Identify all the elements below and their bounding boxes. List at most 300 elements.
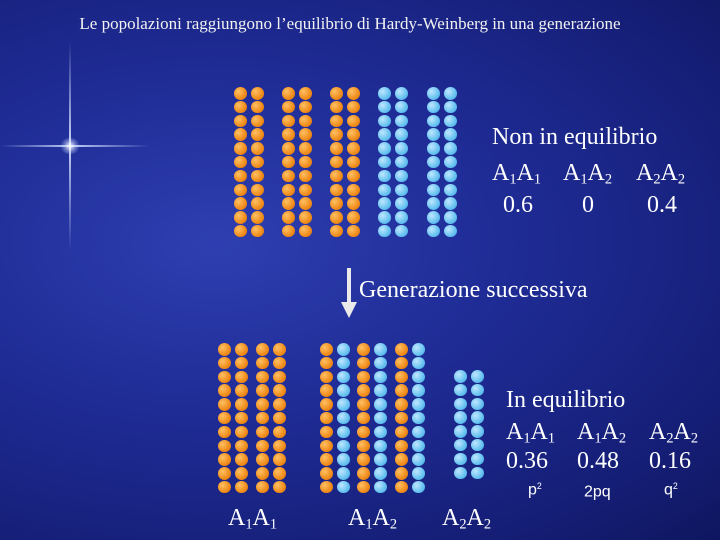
allele-dot (347, 156, 360, 169)
individual (427, 115, 457, 129)
genotype-column (256, 343, 286, 495)
individual (378, 142, 408, 156)
allele-dot (235, 343, 248, 356)
allele-dot (320, 357, 333, 370)
individual (330, 115, 360, 129)
allele-dot (299, 211, 312, 224)
allele-dot (412, 371, 425, 384)
individual (357, 426, 387, 440)
allele-dot (427, 101, 440, 114)
allele-dot (251, 184, 264, 197)
allele-dot (256, 343, 269, 356)
allele-dot (273, 343, 286, 356)
allele-dot (347, 87, 360, 100)
allele-dot (395, 467, 408, 480)
individual (282, 115, 312, 129)
allele-dot (427, 128, 440, 141)
allele-dot (251, 225, 264, 238)
allele-dot (330, 197, 343, 210)
allele-dot (330, 156, 343, 169)
allele-dot (412, 412, 425, 425)
allele-dot (282, 142, 295, 155)
allele-dot (273, 481, 286, 494)
allele-dot (337, 357, 350, 370)
individual (330, 128, 360, 142)
allele-dot (378, 128, 391, 141)
allele-dot (357, 440, 370, 453)
individual (330, 184, 360, 198)
allele-dot (320, 384, 333, 397)
allele-dot (412, 343, 425, 356)
allele-dot (330, 128, 343, 141)
individual (427, 211, 457, 225)
genotype-column (330, 87, 360, 239)
individual (378, 170, 408, 184)
allele-dot (330, 184, 343, 197)
allele-dot (357, 467, 370, 480)
allele-dot (471, 384, 484, 397)
down-arrow-icon (341, 302, 357, 318)
allele-dot (357, 453, 370, 466)
allele-dot (412, 357, 425, 370)
individual (395, 412, 425, 426)
allele-dot (330, 101, 343, 114)
individual (256, 453, 286, 467)
frequency-value: 0.36 (506, 448, 548, 474)
allele-dot (357, 426, 370, 439)
allele-dot (444, 101, 457, 114)
individual (282, 101, 312, 115)
group-label: $A_1A_2$ (348, 505, 398, 533)
individual (427, 225, 457, 239)
individual (282, 142, 312, 156)
allele-dot (347, 211, 360, 224)
genotype-column (320, 343, 350, 495)
allele-dot (395, 371, 408, 384)
individual (357, 357, 387, 371)
genotype-label: $A_2A_2$ (649, 419, 699, 447)
allele-dot (337, 371, 350, 384)
allele-dot (234, 170, 247, 183)
allele-dot (357, 384, 370, 397)
formula-p-squared: $p^2$ (528, 481, 542, 499)
allele-dot (471, 411, 484, 424)
allele-dot (444, 87, 457, 100)
allele-dot (256, 398, 269, 411)
allele-dot (374, 384, 387, 397)
allele-dot (299, 184, 312, 197)
allele-dot (357, 412, 370, 425)
frequency-value: 0.48 (577, 448, 619, 474)
allele-dot (395, 357, 408, 370)
allele-dot (235, 412, 248, 425)
individual (234, 101, 264, 115)
allele-dot (427, 156, 440, 169)
allele-dot (299, 115, 312, 128)
allele-dot (320, 343, 333, 356)
individual (282, 184, 312, 198)
allele-dot (412, 398, 425, 411)
individual (378, 197, 408, 211)
individual (320, 398, 350, 412)
allele-dot (256, 412, 269, 425)
allele-dot (378, 156, 391, 169)
allele-dot (374, 371, 387, 384)
allele-dot (256, 357, 269, 370)
individual (218, 343, 248, 357)
individual (256, 440, 286, 454)
allele-dot (218, 357, 231, 370)
individual (357, 453, 387, 467)
allele-dot (235, 398, 248, 411)
allele-dot (412, 426, 425, 439)
allele-dot (427, 184, 440, 197)
allele-dot (347, 197, 360, 210)
genotype-column (218, 343, 248, 495)
allele-dot (218, 371, 231, 384)
individual (320, 467, 350, 481)
allele-dot (412, 440, 425, 453)
allele-dot (218, 481, 231, 494)
allele-dot (273, 384, 286, 397)
allele-dot (337, 343, 350, 356)
allele-dot (471, 467, 484, 480)
allele-dot (235, 467, 248, 480)
allele-dot (471, 439, 484, 452)
allele-dot (234, 211, 247, 224)
individual (234, 142, 264, 156)
individual (320, 453, 350, 467)
allele-dot (395, 156, 408, 169)
allele-dot (347, 225, 360, 238)
genotype-column (234, 87, 264, 239)
allele-dot (374, 426, 387, 439)
individual (357, 371, 387, 385)
allele-dot (282, 156, 295, 169)
allele-dot (357, 398, 370, 411)
allele-dot (251, 156, 264, 169)
allele-dot (412, 384, 425, 397)
allele-dot (454, 384, 467, 397)
allele-dot (471, 425, 484, 438)
individual (454, 384, 484, 398)
allele-dot (330, 211, 343, 224)
allele-dot (273, 412, 286, 425)
allele-dot (357, 371, 370, 384)
allele-dot (412, 467, 425, 480)
individual (378, 101, 408, 115)
allele-dot (234, 115, 247, 128)
allele-dot (395, 197, 408, 210)
allele-dot (378, 184, 391, 197)
allele-dot (395, 426, 408, 439)
allele-dot (412, 481, 425, 494)
individual (395, 467, 425, 481)
individual (454, 439, 484, 453)
allele-dot (454, 453, 467, 466)
allele-dot (251, 115, 264, 128)
allele-dot (374, 357, 387, 370)
allele-dot (251, 197, 264, 210)
individual (378, 87, 408, 101)
individual (320, 343, 350, 357)
allele-dot (395, 128, 408, 141)
individual (454, 411, 484, 425)
genotype-column (395, 343, 425, 495)
individual (234, 87, 264, 101)
allele-dot (218, 412, 231, 425)
individual (357, 440, 387, 454)
allele-dot (444, 211, 457, 224)
allele-dot (378, 197, 391, 210)
allele-dot (218, 467, 231, 480)
allele-dot (337, 412, 350, 425)
individual (234, 197, 264, 211)
individual (427, 197, 457, 211)
allele-dot (234, 87, 247, 100)
allele-dot (427, 87, 440, 100)
allele-dot (427, 170, 440, 183)
frequency-value: 0 (582, 192, 594, 218)
individual (218, 440, 248, 454)
individual (357, 343, 387, 357)
individual (330, 225, 360, 239)
allele-dot (234, 101, 247, 114)
individual (256, 467, 286, 481)
allele-dot (273, 467, 286, 480)
allele-dot (330, 142, 343, 155)
allele-dot (337, 398, 350, 411)
individual (320, 384, 350, 398)
individual (218, 467, 248, 481)
allele-dot (444, 225, 457, 238)
allele-dot (395, 87, 408, 100)
equilibrium-heading: In equilibrio (506, 387, 626, 413)
allele-dot (273, 357, 286, 370)
genotype-column (282, 87, 312, 239)
allele-dot (337, 453, 350, 466)
allele-dot (378, 115, 391, 128)
individual (454, 453, 484, 467)
individual (427, 87, 457, 101)
individual (320, 426, 350, 440)
allele-dot (256, 426, 269, 439)
allele-dot (427, 211, 440, 224)
allele-dot (337, 440, 350, 453)
individual (330, 170, 360, 184)
allele-dot (299, 142, 312, 155)
allele-dot (454, 398, 467, 411)
individual (427, 101, 457, 115)
individual (378, 115, 408, 129)
individual (282, 156, 312, 170)
allele-dot (282, 225, 295, 238)
allele-dot (235, 453, 248, 466)
individual (282, 225, 312, 239)
individual (395, 343, 425, 357)
individual (218, 398, 248, 412)
allele-dot (234, 197, 247, 210)
individual (330, 142, 360, 156)
individual (454, 425, 484, 439)
allele-dot (378, 101, 391, 114)
allele-dot (378, 142, 391, 155)
allele-dot (256, 481, 269, 494)
genotype-label: $A_1A_2$ (577, 419, 627, 447)
allele-dot (320, 412, 333, 425)
allele-dot (378, 170, 391, 183)
allele-dot (395, 453, 408, 466)
allele-dot (454, 439, 467, 452)
allele-dot (299, 128, 312, 141)
genotype-column (427, 87, 457, 239)
allele-dot (374, 398, 387, 411)
individual (330, 197, 360, 211)
allele-dot (471, 453, 484, 466)
individual (454, 398, 484, 412)
genotype-column (454, 370, 484, 480)
allele-dot (395, 184, 408, 197)
allele-dot (374, 343, 387, 356)
down-arrow-icon (347, 268, 351, 304)
allele-dot (378, 225, 391, 238)
individual (395, 398, 425, 412)
genotype-label: $A_1A_1$ (492, 160, 542, 188)
group-label: $A_1A_1$ (228, 505, 278, 533)
individual (320, 357, 350, 371)
allele-dot (273, 371, 286, 384)
individual (218, 357, 248, 371)
allele-dot (454, 411, 467, 424)
allele-dot (357, 481, 370, 494)
allele-dot (235, 357, 248, 370)
individual (218, 481, 248, 495)
allele-dot (357, 357, 370, 370)
individual (427, 128, 457, 142)
allele-dot (337, 467, 350, 480)
allele-dot (273, 426, 286, 439)
allele-dot (282, 128, 295, 141)
allele-dot (235, 440, 248, 453)
allele-dot (357, 343, 370, 356)
allele-dot (256, 467, 269, 480)
individual (256, 357, 286, 371)
allele-dot (282, 87, 295, 100)
individual (357, 384, 387, 398)
individual (395, 453, 425, 467)
allele-dot (378, 87, 391, 100)
individual (320, 440, 350, 454)
individual (454, 467, 484, 481)
allele-dot (427, 142, 440, 155)
allele-dot (374, 467, 387, 480)
allele-dot (251, 170, 264, 183)
individual (256, 412, 286, 426)
allele-dot (235, 481, 248, 494)
individual (218, 453, 248, 467)
allele-dot (256, 440, 269, 453)
genotype-label: $A_1A_2$ (563, 160, 613, 188)
allele-dot (412, 453, 425, 466)
frequency-value: 0.16 (649, 448, 691, 474)
allele-dot (299, 225, 312, 238)
allele-dot (454, 467, 467, 480)
individual (320, 412, 350, 426)
individual (282, 197, 312, 211)
allele-dot (330, 115, 343, 128)
individual (282, 170, 312, 184)
individual (357, 467, 387, 481)
allele-dot (395, 211, 408, 224)
allele-dot (299, 101, 312, 114)
formula-2pq: 2pq (584, 483, 611, 501)
allele-dot (320, 426, 333, 439)
individual (378, 211, 408, 225)
allele-dot (395, 398, 408, 411)
allele-dot (234, 128, 247, 141)
allele-dot (330, 87, 343, 100)
allele-dot (378, 211, 391, 224)
allele-dot (320, 440, 333, 453)
individual (256, 481, 286, 495)
allele-dot (235, 371, 248, 384)
allele-dot (299, 197, 312, 210)
allele-dot (282, 184, 295, 197)
allele-dot (282, 197, 295, 210)
allele-dot (347, 142, 360, 155)
allele-dot (234, 225, 247, 238)
individual (234, 184, 264, 198)
individual (395, 426, 425, 440)
individual (234, 115, 264, 129)
individual (256, 343, 286, 357)
allele-dot (234, 142, 247, 155)
individual (218, 371, 248, 385)
genotype-label: $A_1A_1$ (506, 419, 556, 447)
allele-dot (444, 115, 457, 128)
allele-dot (347, 101, 360, 114)
allele-dot (256, 384, 269, 397)
allele-dot (374, 412, 387, 425)
allele-dot (235, 384, 248, 397)
allele-dot (347, 128, 360, 141)
allele-dot (395, 481, 408, 494)
individual (234, 170, 264, 184)
allele-dot (299, 87, 312, 100)
allele-dot (234, 156, 247, 169)
frequency-value: 0.4 (647, 192, 677, 218)
allele-dot (347, 184, 360, 197)
allele-dot (320, 453, 333, 466)
allele-dot (251, 128, 264, 141)
allele-dot (273, 398, 286, 411)
individual (378, 128, 408, 142)
individual (218, 412, 248, 426)
allele-dot (395, 440, 408, 453)
allele-dot (218, 398, 231, 411)
allele-dot (320, 371, 333, 384)
allele-dot (427, 197, 440, 210)
individual (256, 426, 286, 440)
allele-dot (347, 170, 360, 183)
allele-dot (218, 384, 231, 397)
individual (256, 398, 286, 412)
individual (378, 156, 408, 170)
individual (234, 128, 264, 142)
individual (320, 371, 350, 385)
allele-dot (282, 170, 295, 183)
allele-dot (282, 101, 295, 114)
